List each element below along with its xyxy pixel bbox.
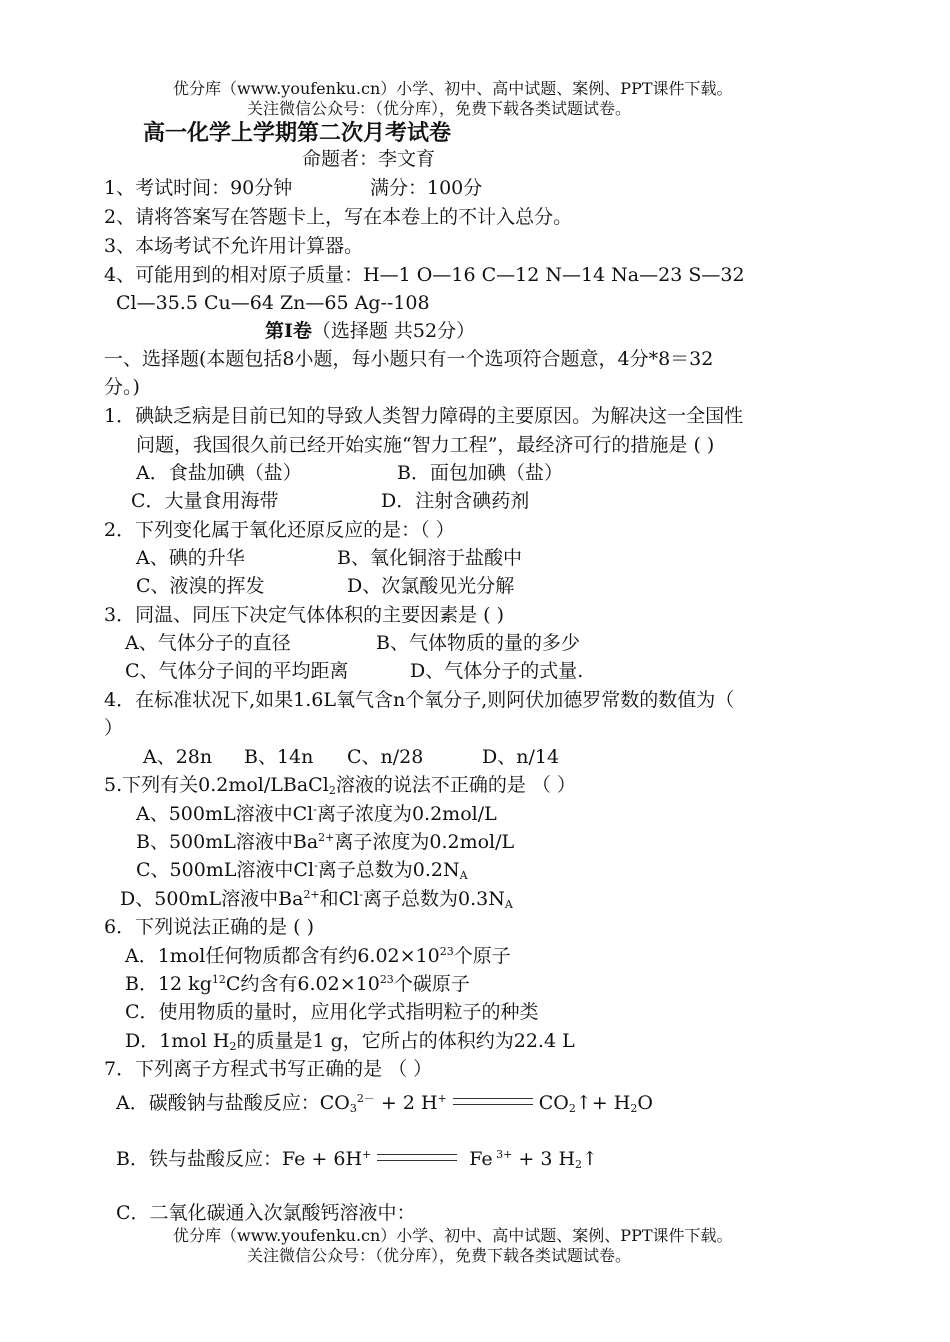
q1-option-c: C．大量食用海带 [131,490,279,512]
footer-line-1: 优分库（www.youfenku.cn）小学、初中、高中试题、案例、PPT课件下载。 [173,1226,733,1245]
text: ↑+ H [575,1092,631,1114]
text: 个原子 [453,945,511,967]
subscript: 2 [575,1158,583,1171]
text: 个碳原子 [393,973,470,995]
part-desc: （选择题 共52分） [311,320,476,342]
q7-option-a [116,1091,653,1115]
subscript: 2 [568,1102,576,1115]
text: B．铁与盐酸反应：Fe + 6H [116,1148,363,1170]
superscript: 2+ [303,888,320,901]
q3-option-d: D、气体分子的式量. [410,660,584,682]
q5-option-c [136,858,468,882]
section-heading-cont: 分。) [104,376,140,398]
note-3: 3、本场考试不允许用计算器。 [104,235,364,257]
author: 命题者：李文育 [302,148,436,170]
superscript: 23 [439,945,454,958]
subscript: A [504,898,513,911]
equals-sign [453,1098,533,1105]
q7-stem: 7．下列离子方程式书写正确的是 （ ） [104,1058,433,1080]
q4-option-a: A、28n [143,746,213,768]
text: 离子浓度为0.2mol/L [316,803,497,825]
q3-option-c: C、气体分子间的平均距离 [125,660,349,682]
q6-option-a [125,944,511,968]
q2-option-d: D、次氯酸见光分解 [347,575,515,597]
text: 离子总数为0.3N [363,888,505,910]
note-4: 4、可能用到的相对原子质量：H—1 O—16 C—12 N—14 Na—23 S—32 [104,264,745,286]
text: B、500mL溶液中Ba [136,831,319,853]
q1-option-a: A．食盐加碘（盐） [136,462,302,484]
subscript: A [459,869,468,882]
q3-option-b: B、气体物质的量的多少 [376,632,580,654]
text: A．1mol任何物质都含有约6.02×10 [125,945,440,967]
q5-stem [104,773,576,797]
q1-stem-cont: 问题，我国很久前已经开始实施“智力工程”，最经济可行的措施是 ( ) [136,434,715,456]
text: 离子浓度为0.2mol/L [334,831,515,853]
section-heading: 一、选择题(本题包括8小题，每小题只有一个选项符合题意，4分*8＝32 [104,348,714,370]
footer-line-2: 关注微信公众号：（优分库），免费下载各类试题试卷。 [247,1246,632,1265]
q4-option-c: C、n/28 [347,746,424,768]
text: A．碳酸钠与盐酸反应：CO [116,1092,350,1114]
superscript: - [359,888,363,901]
subscript: 2 [229,1040,237,1053]
superscript: + [362,1148,372,1161]
superscript: 2－ [356,1092,375,1105]
q4-option-b: B、14n [244,746,314,768]
q2-option-b: B、氧化铜溶于盐酸中 [337,547,522,569]
q4-stem: 4．在标准状况下,如果1.6L氧气含n个氧分子,则阿伏加德罗常数的数值为（ [104,689,735,711]
part-heading [265,319,475,343]
superscript: 12 [211,973,226,986]
q1-option-b: B．面包加碘（盐） [397,462,563,484]
q6-stem: 6．下列说法正确的是 ( ) [104,916,314,938]
text: ↑ [582,1148,598,1170]
text: 的质量是1 g，它所占的体积约为22.4 L [236,1030,575,1052]
q5-option-d [120,887,513,911]
text: O [637,1092,653,1114]
q7-option-b [116,1147,598,1171]
note-2: 2、请将答案写在答题卡上，写在本卷上的不计入总分。 [104,206,573,228]
q2-stem: 2．下列变化属于氧化还原反应的是：（ ） [104,519,455,541]
text: 离子总数为0.2N [317,859,460,881]
text: + 2 H [374,1092,438,1114]
superscript: + [437,1092,447,1105]
q2-option-c: C、液溴的挥发 [136,575,265,597]
q3-option-a: A、气体分子的直径 [125,632,291,654]
superscript: 2+ [318,831,335,844]
text: + 3 H [512,1148,576,1170]
q5-option-a [136,802,497,826]
equals-sign [377,1154,457,1161]
header-line-2: 关注微信公众号：（优分库），免费下载各类试题试卷。 [247,99,632,118]
note-4-continued: Cl—35.5 Cu—64 Zn—65 Ag--108 [116,292,430,314]
text: C、500mL溶液中Cl [136,859,315,881]
part-label: 第Ⅰ卷 [265,320,312,342]
q5-stem-text: 5.下列有关0.2mol/LBaCl [104,774,329,796]
q1-stem: 1．碘缺乏病是目前已知的导致人类智力障碍的主要原因。为解决这一全国性 [104,405,744,427]
q2-option-a: A、碘的升华 [136,547,245,569]
q5-option-b [136,830,514,854]
superscript: 23 [379,973,394,986]
text: C约含有6.02×10 [225,973,380,995]
subscript: 3 [349,1102,357,1115]
q6-option-c: C．使用物质的量时，应用化学式指明粒子的种类 [125,1001,539,1023]
q4-stem-cont: ） [104,717,124,739]
text: D、500mL溶液中Ba [120,888,304,910]
q7-option-c: C．二氧化碳通入次氯酸钙溶液中： [116,1202,416,1224]
text: Fe [469,1148,493,1170]
q4-option-d: D、n/14 [482,746,560,768]
text: 和Cl [319,888,360,910]
text: A、500mL溶液中Cl [136,803,314,825]
subscript: 2 [630,1102,638,1115]
superscript: 3+ [492,1148,513,1161]
q5-stem-text-2: 溶液的说法不正确的是 （ ） [335,774,576,796]
text: CO [538,1092,569,1114]
q6-option-d [125,1029,575,1053]
q3-stem: 3．同温、同压下决定气体体积的主要因素是 ( ) [104,604,504,626]
superscript: - [313,803,317,816]
q1-option-d: D．注射含碘药剂 [381,490,530,512]
page-title: 高一化学上学期第二次月考试卷 [143,120,452,146]
subscript: 2 [328,784,336,797]
header-line-1: 优分库（www.youfenku.cn）小学、初中、高中试题、案例、PPT课件下载。 [173,79,733,98]
note-1-score: 满分：100分 [370,177,483,199]
q6-option-b [125,972,470,996]
text: B．12 kg [125,973,212,995]
superscript: - [314,859,318,872]
note-1-time: 1、考试时间：90分钟 [104,177,293,199]
text: D．1mol H [125,1030,230,1052]
